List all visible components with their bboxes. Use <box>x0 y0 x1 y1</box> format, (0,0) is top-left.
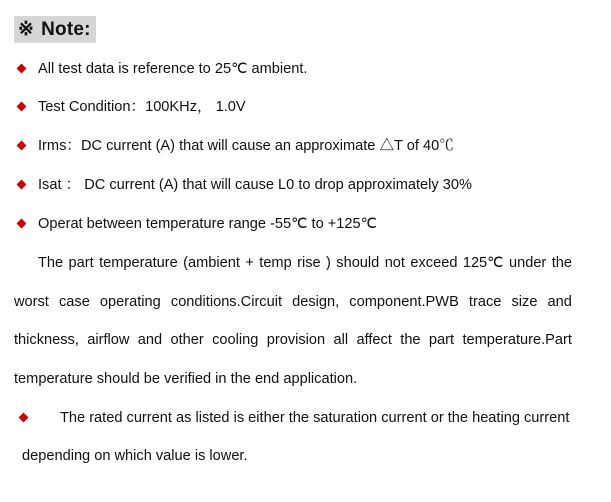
rated-current-line-2: depending on which value is lower. <box>22 448 248 464</box>
paragraph-line-3 <box>14 330 572 350</box>
paragraph-word: + <box>245 255 254 271</box>
paragraph-word: exceed <box>410 255 458 271</box>
paragraph-word: 125℃ <box>462 255 504 271</box>
paragraph-word: temperature.Part <box>462 332 572 348</box>
paragraph-word: case <box>58 294 90 310</box>
paragraph-word: not <box>384 255 405 271</box>
paragraph-word: rise <box>297 255 321 271</box>
paragraph-word: provision <box>266 332 326 348</box>
note-heading <box>14 16 96 43</box>
paragraph-word: trace <box>468 294 502 310</box>
paragraph-word: design, <box>292 294 340 310</box>
paragraph-word: ) <box>326 255 331 271</box>
rated-current-line-1: The rated current as listed is either the saturation current or the heating current <box>60 410 570 426</box>
paragraph-word: conditions.Circuit <box>170 294 283 310</box>
red-diamond-icon <box>17 141 27 151</box>
red-diamond-icon <box>17 180 27 190</box>
red-diamond-icon <box>17 64 27 74</box>
paragraph-word: other <box>170 332 204 348</box>
red-diamond-icon <box>19 413 29 423</box>
paragraph-word: operating <box>99 294 161 310</box>
paragraph-word: should <box>336 255 380 271</box>
paragraph-word: size <box>511 294 538 310</box>
paragraph-word: and <box>547 294 572 310</box>
paragraph-word: and <box>137 332 163 348</box>
paragraph-word: temperature <box>99 255 178 271</box>
bullet-temperature-range: Operat between temperature range -55℃ to +125℃ <box>38 216 378 232</box>
paragraph-word: part <box>68 255 94 271</box>
bullet-ambient-reference: All test data is reference to 25℃ ambient. <box>38 61 308 77</box>
paragraph-word: part <box>428 332 455 348</box>
paragraph-word: affect <box>356 332 392 348</box>
note-title: Note: <box>41 19 91 40</box>
paragraph-line-2 <box>14 292 572 312</box>
paragraph-word: The <box>38 255 64 271</box>
reference-mark-icon: ※ <box>18 19 35 40</box>
paragraph-word: thickness, <box>14 332 79 348</box>
paragraph-word: all <box>333 332 349 348</box>
paragraph-word: airflow <box>87 332 130 348</box>
red-diamond-icon <box>17 102 27 112</box>
bullet-irms: Irms：DC current (A) that will cause an approximate △T of 40℃ <box>38 138 454 154</box>
paragraph-word: (ambient <box>183 255 240 271</box>
paragraph-line-4: temperature should be verified in the end application. <box>14 371 358 387</box>
paragraph-line-1 <box>38 253 572 273</box>
bullet-test-condition: Test Condition：100KHz， 1.0V <box>38 99 246 115</box>
paragraph-word: worst <box>14 294 49 310</box>
paragraph-word: cooling <box>212 332 259 348</box>
paragraph-word: under <box>508 255 547 271</box>
bullet-isat: Isat ： DC current (A) that will cause L0 to drop approximately 30% <box>38 177 472 193</box>
red-diamond-icon <box>17 219 27 229</box>
paragraph-word: temp <box>259 255 292 271</box>
paragraph-word: the <box>400 332 421 348</box>
paragraph-word: the <box>551 255 572 271</box>
paragraph-word: component.PWB <box>349 294 459 310</box>
